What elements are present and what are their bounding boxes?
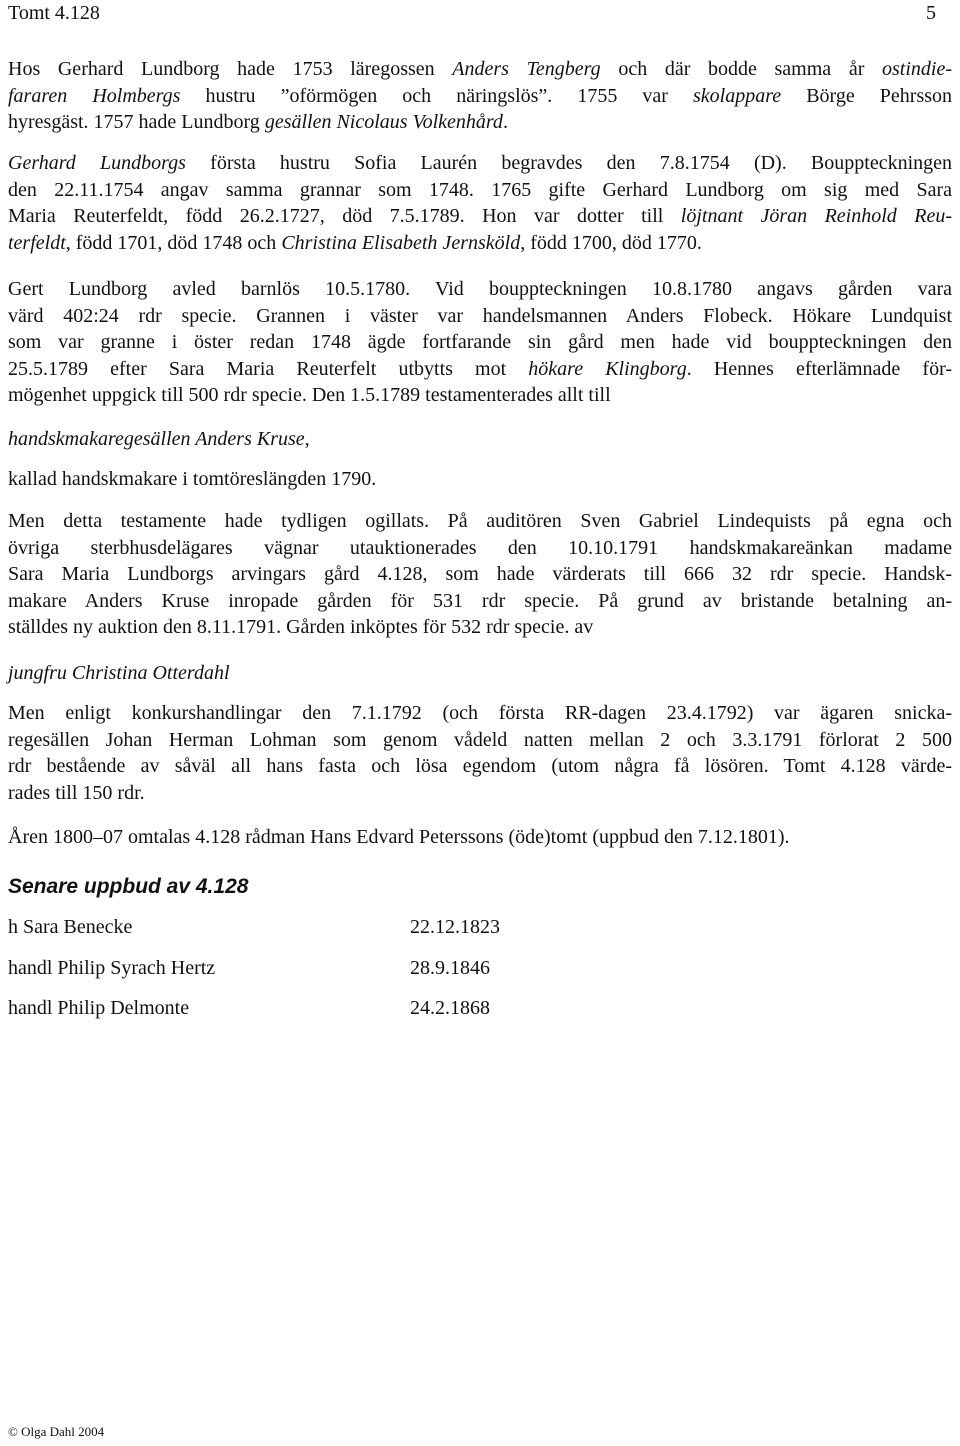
paragraph-3: Gert Lundborg avled barnlös 10.5.1780. Vid bouppteckningen 10.8.1780 angavs gården vara värd 402:24 rdr specie. Grannen i väster var handelsmannen Anders Flobeck. Hökare Lundquist som var granne i öster redan 1748 ägde fortfarande sin gård men hade vid bouppteckningen den 25.5.1789 efter Sara Maria Reuterfelt utbytts mot hökare Klingborg. Hennes efterlämnade för- mögenhet uppgick till 500 rdr specie. Den 1.5.1789 testamenterades allt till bbox=[8, 278, 953, 406]
paragraph-4: kallad handskmakare i tomtöreslängden 1790. bbox=[8, 468, 377, 490]
document-page bbox=[8, 0, 952, 1446]
paragraph-2: Gerhard Lundborgs första hustru Sofia Laurén begravdes den 7.8.1754 (D). Bouppteckningen den 22.11.1754 angav samma grannar som 1748. 1765 gifte Gerhard Lundborg om sig med Sara Maria Reuterfeldt, född 26.2.1727, död 7.5.1789. Hon var dotter till löjtnant Jöran Reinhold Reu- terfeldt, född 1701, död 1748 och Christina Elisabeth Jernsköld, född 1700, död 1770. bbox=[8, 152, 953, 254]
uppbud-name: handl Philip Syrach Hertz bbox=[8, 957, 216, 979]
page-number: 5 bbox=[926, 2, 936, 24]
uppbud-date: 28.9.1846 bbox=[410, 957, 490, 979]
owner-line-1: handskmakaregesällen Anders Kruse, bbox=[8, 428, 310, 450]
uppbud-date: 22.12.1823 bbox=[410, 916, 500, 938]
uppbud-name: handl Philip Delmonte bbox=[8, 997, 190, 1019]
paragraph-5: Men detta testamente hade tydligen ogillats. På auditören Sven Gabriel Lindequists på egna och övriga sterbhusdelägares vägnar utauktionerades den 10.10.1791 handskmakareänkan madame Sara Maria Lundborgs arvingars gård 4.128, som hade värderats till 666 32 rdr specie. Handsk- makare Anders Kruse inropade gården för 531 rdr specie. På grund av bristande betalning an- ställdes ny auktion den 8.11.1791. Gården inköptes för 532 rdr specie. av bbox=[8, 510, 952, 638]
copyright-footer: © Olga Dahl 2004 bbox=[8, 1424, 105, 1439]
uppbud-date: 24.2.1868 bbox=[410, 997, 490, 1019]
paragraph-7: Åren 1800–07 omtalas 4.128 rådman Hans Edvard Peterssons (öde)tomt (uppbud den 7.12.1801). bbox=[8, 826, 790, 848]
section-heading: Senare uppbud av 4.128 bbox=[8, 875, 249, 898]
paragraph-1: Hos Gerhard Lundborg hade 1753 läregossen Anders Tengberg och där bodde samma år ostindie- fararen Holmbergs hustru ”oförmögen och näringslös”. 1755 var skolappare Börge Pehrsson hyresgäst. 1757 hade Lundborg gesällen Nicolaus Volkenhård. bbox=[8, 58, 953, 133]
paragraph-6: Men enligt konkurshandlingar den 7.1.1792 (och första RR-dagen 23.4.1792) var ägaren snicka- regesällen Johan Herman Lohman som genom vådeld natten mellan 2 och 3.3.1791 förlorat 2 500 rdr bestående av såväl all hans fasta och lösa egendom (utom några få lösören. Tomt 4.128 värde- rades till 150 rdr. bbox=[8, 702, 952, 804]
uppbud-name: h Sara Benecke bbox=[8, 916, 133, 938]
page-header-title: Tomt 4.128 bbox=[8, 2, 100, 24]
owner-line-2: jungfru Christina Otterdahl bbox=[8, 662, 230, 684]
